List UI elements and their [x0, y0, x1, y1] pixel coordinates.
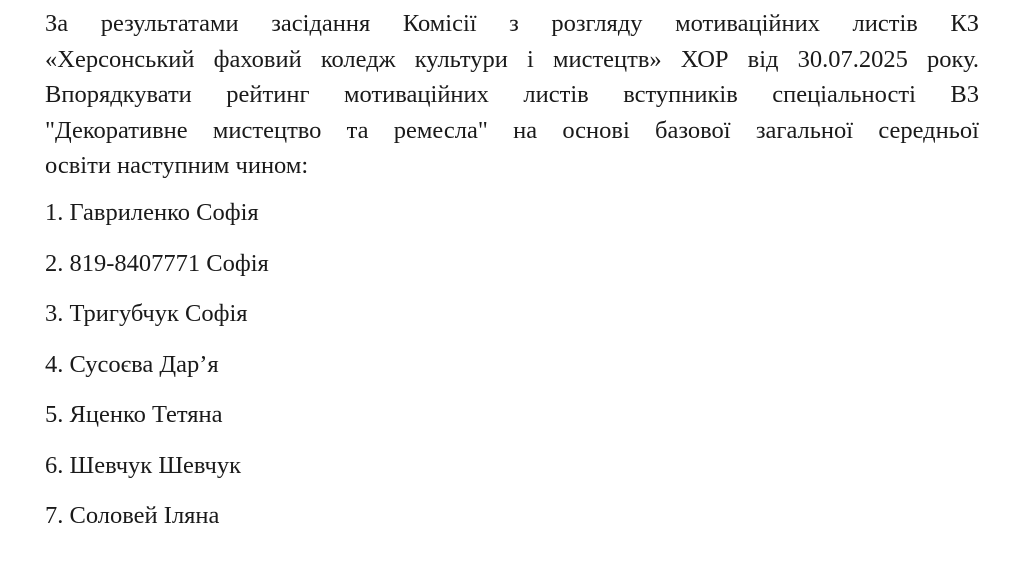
- paragraph-line: "Декоративне мистецтво та ремесла" на основі базової загальної середньої: [45, 116, 979, 144]
- paragraph-line: За результатами засідання Комісії з розгляду мотиваційних листів КЗ: [45, 10, 979, 37]
- paragraph-line: освіти наступним чином:: [45, 152, 309, 179]
- list-item: 3. Тригубчук Софія: [45, 300, 248, 327]
- list-item: 7. Соловей Іляна: [45, 502, 220, 529]
- paragraph-line: Впорядкувати рейтинг мотиваційних листів вступників спеціальності В3: [45, 81, 979, 108]
- list-item: 1. Гавриленко Софія: [45, 199, 259, 226]
- applicant-ranking-list: [45, 196, 979, 550]
- document-page: [45, 6, 979, 529]
- list-item: 5. Яценко Тетяна: [45, 401, 223, 428]
- list-item: 6. Шевчук Шевчук: [45, 451, 242, 479]
- paragraph-line: «Херсонський фаховий коледж культури і мистецтв» ХОР від 30.07.2025 року.: [45, 45, 979, 73]
- list-item: 2. 819-8407771 Софія: [45, 249, 269, 277]
- list-item: 4. Сусоєва Дар’я: [45, 350, 219, 378]
- intro-paragraph: [45, 6, 979, 184]
